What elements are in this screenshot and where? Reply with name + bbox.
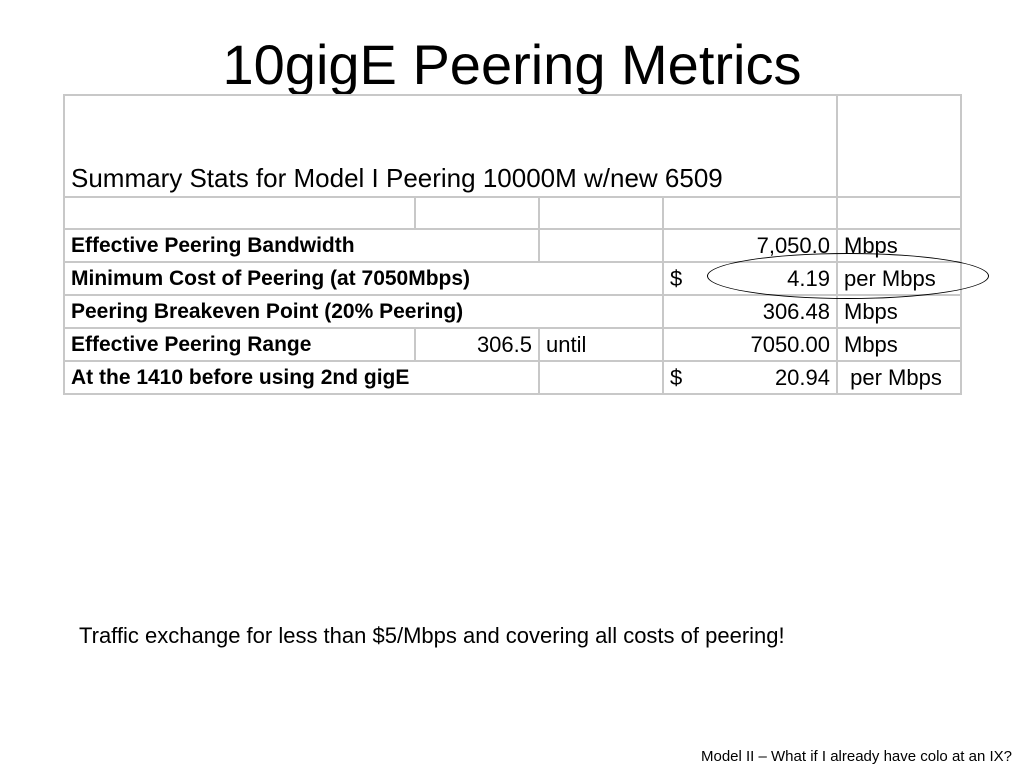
row-value: 7,050.0 <box>663 229 837 262</box>
table-row <box>64 229 961 262</box>
table-row <box>64 328 961 361</box>
range-start: 306.5 <box>415 328 539 361</box>
range-word: until <box>539 328 663 361</box>
empty-cell <box>415 197 539 229</box>
summary-header-row <box>64 95 961 197</box>
row-label: Effective Peering Range <box>64 328 415 361</box>
row-label: Effective Peering Bandwidth <box>64 229 539 262</box>
row-value-cell <box>663 361 837 394</box>
row-value: 4.19 <box>787 265 830 291</box>
row-unit: per Mbps <box>837 262 961 295</box>
empty-cell <box>539 361 663 394</box>
empty-cell <box>64 197 415 229</box>
slide-footer: Model II – What if I already have colo at an IX? <box>700 748 1012 765</box>
spacer-row <box>64 197 961 229</box>
row-unit: Mbps <box>837 229 961 262</box>
row-value: 7050.00 <box>663 328 837 361</box>
row-label: At the 1410 before using 2nd gigE <box>64 361 539 394</box>
slide-caption: Traffic exchange for less than $5/Mbps and covering all costs of peering! <box>79 623 785 648</box>
row-unit: Mbps <box>837 328 961 361</box>
empty-cell <box>539 197 663 229</box>
table-row <box>64 361 961 394</box>
row-unit: per Mbps <box>837 361 961 394</box>
row-unit: Mbps <box>837 295 961 328</box>
row-value: 20.94 <box>774 364 830 390</box>
summary-title: Summary Stats for Model I Peering 10000M w/new 6509 <box>64 95 837 197</box>
empty-cell <box>663 197 837 229</box>
currency-symbol: $ <box>670 364 683 390</box>
empty-cell <box>837 197 961 229</box>
currency-symbol: $ <box>670 265 683 291</box>
row-label: Peering Breakeven Point (20% Peering) <box>64 295 663 328</box>
empty-cell <box>539 229 663 262</box>
summary-stats-table <box>63 94 962 395</box>
empty-cell <box>837 95 961 197</box>
row-value-cell <box>663 262 837 295</box>
slide-title: 10gigE Peering Metrics <box>222 33 802 96</box>
table-row <box>64 262 961 295</box>
row-label: Minimum Cost of Peering (at 7050Mbps) <box>64 262 663 295</box>
row-value: 306.48 <box>663 295 837 328</box>
table-row <box>64 295 961 328</box>
